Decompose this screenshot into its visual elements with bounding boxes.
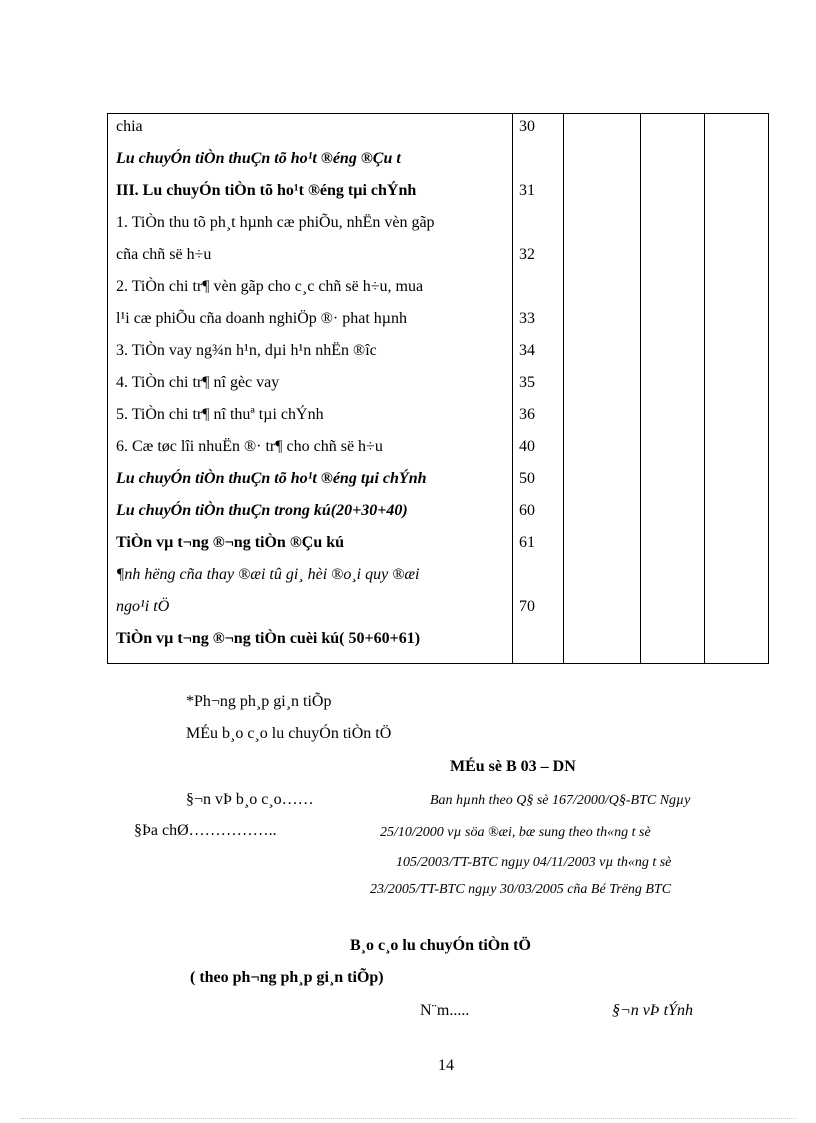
row-description: ngo¹i tÖ <box>116 598 170 615</box>
row-code: 61 <box>519 534 535 551</box>
page-number: 14 <box>438 1057 454 1074</box>
table-row <box>108 149 770 181</box>
table-row <box>108 341 770 373</box>
method-title: *Ph¬ng ph¸p gi¸n tiÕp <box>186 693 332 710</box>
decree-line-2: 25/10/2000 vµ söa ®æi, bæ sung theo th«ng t sè <box>380 825 651 840</box>
row-code: 35 <box>519 374 535 391</box>
row-description: ¶nh hëng cña thay ®æi tû gi¸ hèi ®o¸i quy ®æi <box>116 566 420 583</box>
decree-line-4: 23/2005/TT-BTC ngµy 30/03/2005 cña Bé Trëng BTC <box>370 882 672 897</box>
table-row <box>108 565 770 597</box>
row-description: Lu chuyÓn tiÒn thuÇn trong kú(20+30+40) <box>116 502 408 519</box>
year-label: N¨m..... <box>420 1002 470 1019</box>
row-description: 1. TiÒn thu tõ ph¸t hµnh cæ phiÕu, nhËn vèn gãp <box>116 214 435 231</box>
row-code: 32 <box>519 246 535 263</box>
report-subtitle: ( theo ph¬ng ph¸p gi¸n tiÕp) <box>190 969 384 986</box>
table-row <box>108 533 770 565</box>
decree-line-1: Ban hµnh theo Q§ sè 167/2000/Q§-BTC Ngµy <box>430 793 691 808</box>
row-description: 2. TiÒn chi tr¶ vèn gãp cho c¸c chñ së h÷u, mua <box>116 278 424 295</box>
row-description: 4. TiÒn chi tr¶ nî gèc vay <box>116 374 280 391</box>
row-code: 36 <box>519 406 535 423</box>
row-description: TiÒn vµ t¬ng ®¬ng tiÒn ®Çu kú <box>116 534 345 551</box>
address-label: §Þa chØ…………….. <box>134 822 277 839</box>
row-description: 6. Cæ tøc lîi nhuËn ®· tr¶ cho chñ së h÷u <box>116 438 383 455</box>
row-code: 30 <box>519 118 535 135</box>
decree-line-3: 105/2003/TT-BTC ngµy 04/11/2003 vµ th«ng t sè <box>396 855 672 870</box>
row-description: TiÒn vµ t¬ng ®¬ng tiÒn cuèi kú( 50+60+61) <box>116 630 421 647</box>
table-row <box>108 213 770 245</box>
row-description: III. Lu chuyÓn tiÒn tõ ho¹t ®éng tµi chÝnh <box>116 182 417 199</box>
table-row <box>108 309 770 341</box>
row-description: cña chñ së h÷u <box>116 246 212 263</box>
row-description: Lu chuyÓn tiÒn thuÇn tõ ho¹t ®éng ®Çu t <box>116 150 401 167</box>
table-row <box>108 277 770 309</box>
form-intro: MÉu b¸o c¸o lu chuyÓn tiÒn tÖ <box>186 725 392 742</box>
table-row <box>108 469 770 501</box>
row-code: 60 <box>519 502 535 519</box>
table-row <box>108 245 770 277</box>
row-code: 33 <box>519 310 535 327</box>
table-row <box>108 437 770 469</box>
row-code: 31 <box>519 182 535 199</box>
table-row <box>108 181 770 213</box>
table-row <box>108 597 770 629</box>
row-code: 34 <box>519 342 535 359</box>
row-code: 40 <box>519 438 535 455</box>
row-description: l¹i cæ phiÕu cña doanh nghiÖp ®· phat hµnh <box>116 310 408 327</box>
cash-flow-table <box>107 113 769 664</box>
reporting-unit-label: §¬n vÞ b¸o c¸o…… <box>186 791 314 808</box>
row-description: Lu chuyÓn tiÒn thuÇn tõ ho¹t ®éng tµi chÝnh <box>116 470 427 487</box>
form-number: MÉu sè B 03 – DN <box>450 758 576 775</box>
currency-unit-label: §¬n vÞ tÝnh <box>612 1002 694 1019</box>
row-description: 3. TiÒn vay ng¾n h¹n, dµi h¹n nhËn ®îc <box>116 342 377 359</box>
report-title: B¸o c¸o lu chuyÓn tiÒn tÖ <box>350 937 531 954</box>
table-row <box>108 501 770 533</box>
row-code: 70 <box>519 598 535 615</box>
row-description: chia <box>116 118 143 135</box>
row-code: 50 <box>519 470 535 487</box>
page-bottom-border <box>20 1118 796 1119</box>
table-row <box>108 117 770 149</box>
table-row <box>108 405 770 437</box>
row-description: 5. TiÒn chi tr¶ nî thuª tµi chÝnh <box>116 406 324 423</box>
table-row <box>108 373 770 405</box>
table-row <box>108 629 770 661</box>
